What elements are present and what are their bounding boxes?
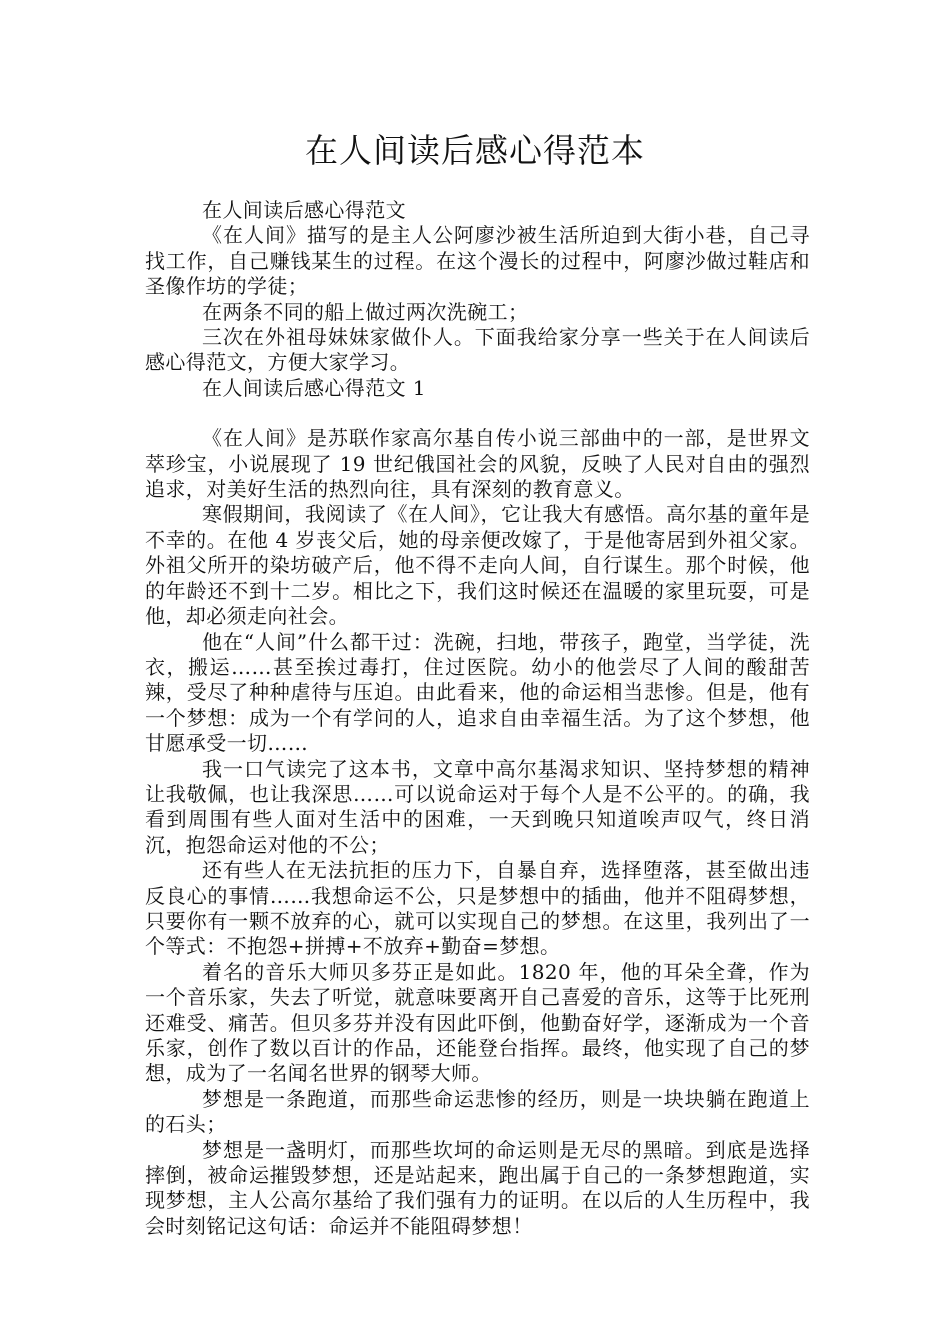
- paragraph: 还有些人在无法抗拒的压力下，自暴自弃，选择堕落，甚至做出违反良心的事情……我想命运不公，只是梦想中的插曲，他并不阻碍梦想，只要你有一颗不放弃的心，就可以实现自己的梦想。在这里，我列出了一个等式：不抱怨+拼搏+不放弃+勤奋=梦想。: [145, 858, 810, 959]
- blank-line: [145, 401, 810, 426]
- paragraph: 我一口气读完了这本书，文章中高尔基渴求知识、坚持梦想的精神让我敬佩，也让我深思……可以说命运对于每个人是不公平的。的确，我看到周围有些人面对生活中的困难，一天到晚只知道唉声叹气，终日消沉，抱怨命运对他的不公；: [145, 756, 810, 857]
- paragraph: 梦想是一盏明灯，而那些坎坷的命运则是无尽的黑暗。到底是选择摔倒，被命运摧毁梦想，还是站起来，跑出属于自己的一条梦想跑道，实现梦想，主人公高尔基给了我们强有力的证明。在以后的人生历程中，我会时刻铭记这句话：命运并不能阻碍梦想！: [145, 1137, 810, 1238]
- paragraph: 寒假期间，我阅读了《在人间》，它让我大有感悟。高尔基的童年是不幸的。在他 4 岁丧父后，她的母亲便改嫁了，于是他寄居到外祖父家。外祖父所开的染坊破产后，他不得不走向人间，自行谋生。那个时候，他的年龄还不到十二岁。相比之下，我们这时候还在温暖的家里玩耍，可是他，却必须走向社会。: [145, 502, 810, 629]
- paragraph: 他在“人间”什么都干过：洗碗，扫地，带孩子，跑堂，当学徒，洗衣，搬运……甚至挨过毒打，住过医院。幼小的他尝尽了人间的酸甜苦辣，受尽了种种虐待与压迫。由此看来，他的命运相当悲惨。但是，他有一个梦想：成为一个有学问的人，追求自由幸福生活。为了这个梦想，他甘愿承受一切……: [145, 629, 810, 756]
- paragraph: 在两条不同的船上做过两次洗碗工；: [202, 299, 529, 324]
- section-heading: 在人间读后感心得范文 1: [202, 375, 426, 400]
- paragraph-intro-heading: 在人间读后感心得范文: [202, 198, 406, 222]
- document-title: 在人间读后感心得范本: [305, 131, 645, 170]
- paragraph: 《在人间》是苏联作家高尔基自传小说三部曲中的一部，是世界文萃珍宝，小说展现了 19 世纪俄国社会的风貌，反映了人民对自由的强烈追求，对美好生活的热烈向往，具有深刻的教育意义。: [145, 426, 810, 502]
- paragraph: 梦想是一条跑道，而那些命运悲惨的经历，则是一块块躺在跑道上的石头；: [145, 1086, 810, 1137]
- paragraph: 《在人间》描写的是主人公阿廖沙被生活所迫到大街小巷，自己寻找工作，自己赚钱某生的过程。在这个漫长的过程中，阿廖沙做过鞋店和圣像作坊的学徒；: [145, 223, 810, 299]
- paragraph: 三次在外祖母妹妹家做仆人。下面我给家分享一些关于在人间读后感心得范文，方便大家学习。: [145, 325, 810, 375]
- document-body: [145, 198, 810, 1239]
- paragraph: 着名的音乐大师贝多芬正是如此。1820 年，他的耳朵全聋，作为一个音乐家，失去了听觉，就意味要离开自己喜爱的音乐，这等于比死刑还难受、痛苦。但贝多芬并没有因此吓倒，他勤奋好学，逐渐成为一个音乐家，创作了数以百计的作品，还能登台指挥。最终，他实现了自己的梦想，成为了一名闻名世界的钢琴大师。: [145, 959, 810, 1086]
